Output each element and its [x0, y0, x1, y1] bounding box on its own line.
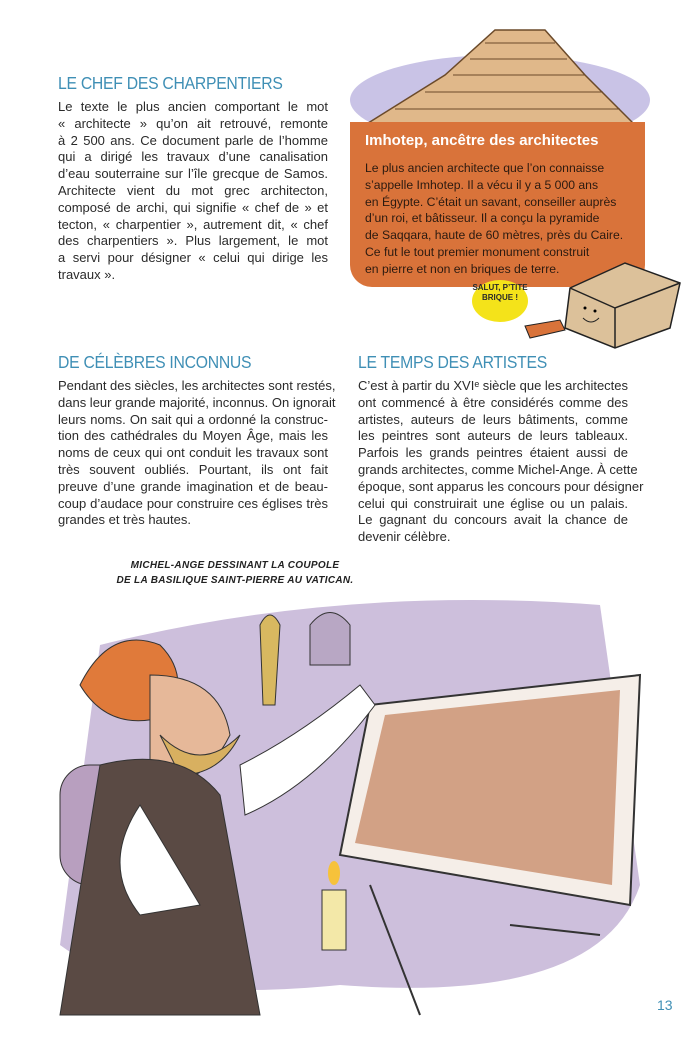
- section-temps-des-artistes: [358, 352, 644, 546]
- text-line: Le plus ancien architecte que l’on connaisse: [365, 161, 605, 175]
- text-line: de Saqqara, haute de 60 mètres, près du Caire.: [365, 228, 624, 243]
- text-line: d’eau souterraine sur l’île grecque de Samos.: [58, 166, 328, 182]
- michelangelo-illustration: [40, 585, 660, 1025]
- text-line: tecton, « charpentier », autrement dit, « chef: [58, 216, 328, 232]
- text-line: Ce fut le tout premier monument construit: [365, 244, 590, 259]
- brick-characters-illustration: [520, 258, 685, 353]
- text-line: Parfois les grands peintres étaient aussi de: [358, 445, 628, 461]
- text-line: celui qui construirait une église ou un palais.: [358, 495, 628, 511]
- section-text: [358, 378, 644, 546]
- caption-line: MICHEL-ANGE DESSINANT LA COUPOLE: [130, 560, 340, 571]
- text-line: preuve d’une grande imagination et de beau-: [58, 478, 328, 494]
- text-line: très souvent oubliés. Pourtant, ils ont fait: [58, 461, 328, 477]
- text-line: leurs noms. On sait qui a ordonné la construc-: [58, 411, 328, 427]
- caption-line: DE LA BASILIQUE SAINT-PIERRE AU VATICAN.: [116, 575, 354, 586]
- section-title: LE CHEF DES CHARPENTIERS: [58, 73, 283, 93]
- text-line: Architecte vient du mot grec architecton,: [58, 182, 328, 198]
- box-title: Imhotep, ancêtre des architectes: [365, 132, 599, 149]
- text-line: artistes, auteurs de leurs bâtiments, comme: [358, 411, 628, 427]
- text-line: a servi pour désigner « celui qui dirige les: [58, 250, 328, 266]
- section-celebres-inconnus: [58, 352, 336, 529]
- section-text: [58, 99, 328, 284]
- text-line: Pendant des siècles, les architectes sont restés,: [58, 378, 336, 393]
- page-number: 13: [657, 997, 673, 1013]
- text-line: tion des cathédrales du Moyen Âge, mais les: [58, 428, 328, 444]
- text-line: grandes et très hautes.: [58, 512, 191, 528]
- text-line: composé de archi, qui signifie « chef de » et: [58, 199, 328, 215]
- text-line: qui a dirigé les travaux d’une canalisation: [58, 149, 328, 165]
- text-line: s’appelle Imhotep. Il a vécu il y a 5 000 ans: [365, 177, 599, 192]
- text-line: des charpentiers ». Plus largement, le mot: [58, 233, 328, 249]
- text-line: Le gagnant du concours avait la chance de: [358, 512, 628, 528]
- section-text: [58, 378, 336, 529]
- text-line: ont commencé à être considérés comme des: [358, 394, 628, 410]
- text-line: « architecte » qu’on ait retrouvé, remonte: [58, 115, 328, 131]
- text-line: époque, sont apparus les concours pour désigner: [358, 478, 644, 494]
- text-line: devenir célèbre.: [358, 529, 451, 545]
- text-line: en pierre et non en briques de terre.: [365, 261, 560, 276]
- text-line: les peintres sont auteurs de leurs tableaux.: [358, 428, 628, 444]
- pyramid-illustration: [345, 25, 650, 125]
- text-line: Le texte le plus ancien comportant le mot: [58, 99, 328, 114]
- illustration-caption: [110, 558, 360, 588]
- section-title: LE TEMPS DES ARTISTES: [358, 352, 547, 372]
- text-line: à 2 500 ans. Ce document parle de l’homme: [58, 132, 328, 148]
- section-chef-des-charpentiers: [58, 73, 328, 284]
- speech-bubble: SALUT, P’TITE BRIQUE !: [472, 280, 528, 322]
- text-line: grands architectes, comme Michel-Ange. À cette: [358, 461, 638, 477]
- text-line: noms de ceux qui ont conduit les travaux sont: [58, 445, 328, 461]
- text-line: travaux ».: [58, 266, 116, 282]
- section-title: DE CÉLÈBRES INCONNUS: [58, 352, 252, 372]
- text-line: dans leur grande majorité, inconnus. On ignorait: [58, 394, 336, 410]
- text-line: en Égypte. C’était un savant, conseiller auprès: [365, 194, 617, 209]
- text-line: C’est à partir du XVIᵉ siècle que les architectes: [358, 378, 629, 393]
- text-line: coup d’audace pour construire ces églises très: [58, 495, 328, 511]
- text-line: d’un roi, et bâtisseur. Il a conçu la pyramide: [365, 211, 600, 226]
